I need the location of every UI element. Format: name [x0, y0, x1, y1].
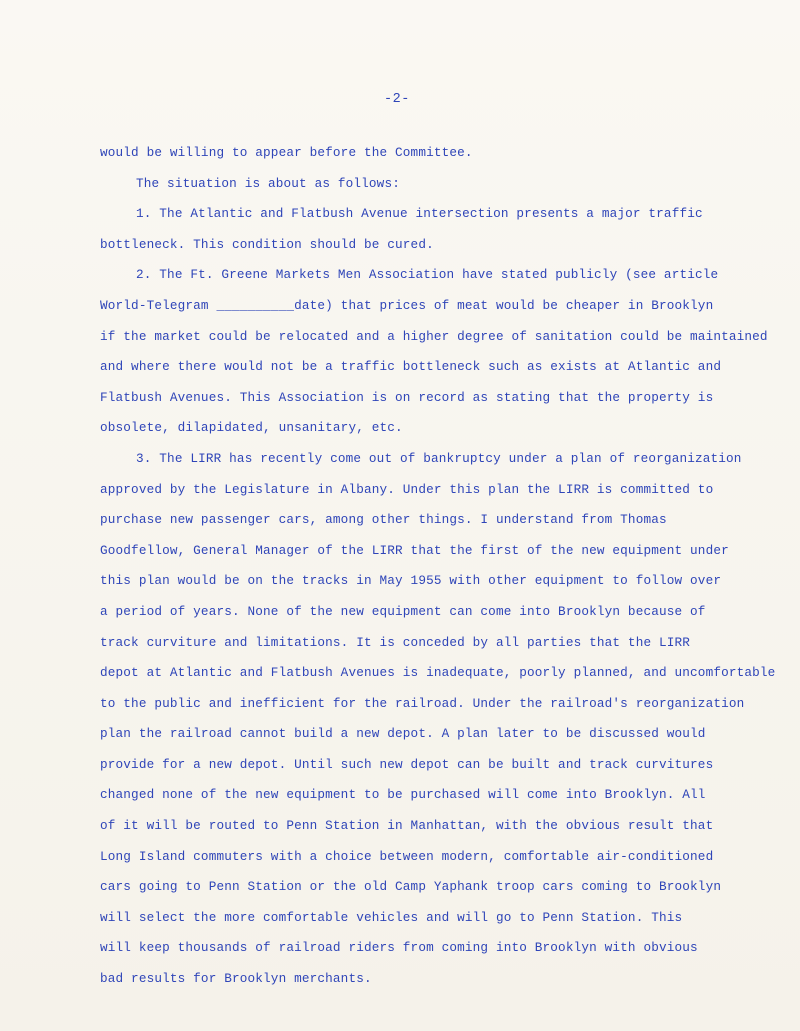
- page-number: -2-: [384, 92, 410, 107]
- text-line: 1. The Atlantic and Flatbush Avenue intersection presents a major traffic: [136, 206, 703, 222]
- text-line: cars going to Penn Station or the old Camp Yaphank troop cars coming to Brooklyn: [100, 879, 722, 895]
- text-line: will keep thousands of railroad riders from coming into Brooklyn with obvious: [100, 940, 698, 956]
- text-line: World-Telegram __________date) that prices of meat would be cheaper in Brooklyn: [100, 297, 714, 313]
- text-line: Flatbush Avenues. This Association is on record as stating that the property is: [100, 389, 714, 405]
- text-line: changed none of the new equipment to be purchased will come into Brooklyn. All: [100, 787, 706, 803]
- text-line: provide for a new depot. Until such new depot can be built and track curvitures: [100, 756, 714, 772]
- text-line: Long Island commuters with a choice between modern, comfortable air-conditioned: [100, 848, 714, 864]
- text-line: to the public and inefficient for the railroad. Under the railroad's reorganization: [100, 695, 745, 711]
- text-line: this plan would be on the tracks in May 1955 with other equipment to follow over: [100, 573, 722, 589]
- text-line: will select the more comfortable vehicles and will go to Penn Station. This: [100, 909, 683, 925]
- text-line: depot at Atlantic and Flatbush Avenues is inadequate, poorly planned, and uncomfortable: [100, 665, 776, 681]
- text-line: and where there would not be a traffic bottleneck such as exists at Atlantic and: [100, 359, 722, 375]
- text-line: 2. The Ft. Greene Markets Men Association have stated publicly (see article: [136, 267, 719, 283]
- text-line: a period of years. None of the new equipment can come into Brooklyn because of: [100, 603, 706, 619]
- text-line: track curviture and limitations. It is conceded by all parties that the LIRR: [100, 634, 691, 650]
- text-line: purchase new passenger cars, among other things. I understand from Thomas: [100, 512, 667, 528]
- text-line: would be willing to appear before the Committee.: [100, 145, 473, 160]
- text-line: bad results for Brooklyn merchants.: [100, 971, 372, 987]
- text-line: plan the railroad cannot build a new depot. A plan later to be discussed would: [100, 726, 706, 742]
- text-line: if the market could be relocated and a higher degree of sanitation could be maintained: [100, 328, 768, 344]
- text-line: obsolete, dilapidated, unsanitary, etc.: [100, 420, 403, 436]
- text-line: approved by the Legislature in Albany. Under this plan the LIRR is committed to: [100, 481, 714, 497]
- letter-body: [0, 138, 800, 995]
- text-line: bottleneck. This condition should be cured.: [100, 236, 434, 252]
- text-line: 3. The LIRR has recently come out of bankruptcy under a plan of reorganization: [136, 450, 742, 466]
- text-line: of it will be routed to Penn Station in Manhattan, with the obvious result that: [100, 818, 714, 834]
- text-line: The situation is about as follows:: [136, 175, 400, 191]
- text-line: Goodfellow, General Manager of the LIRR that the first of the new equipment under: [100, 542, 729, 558]
